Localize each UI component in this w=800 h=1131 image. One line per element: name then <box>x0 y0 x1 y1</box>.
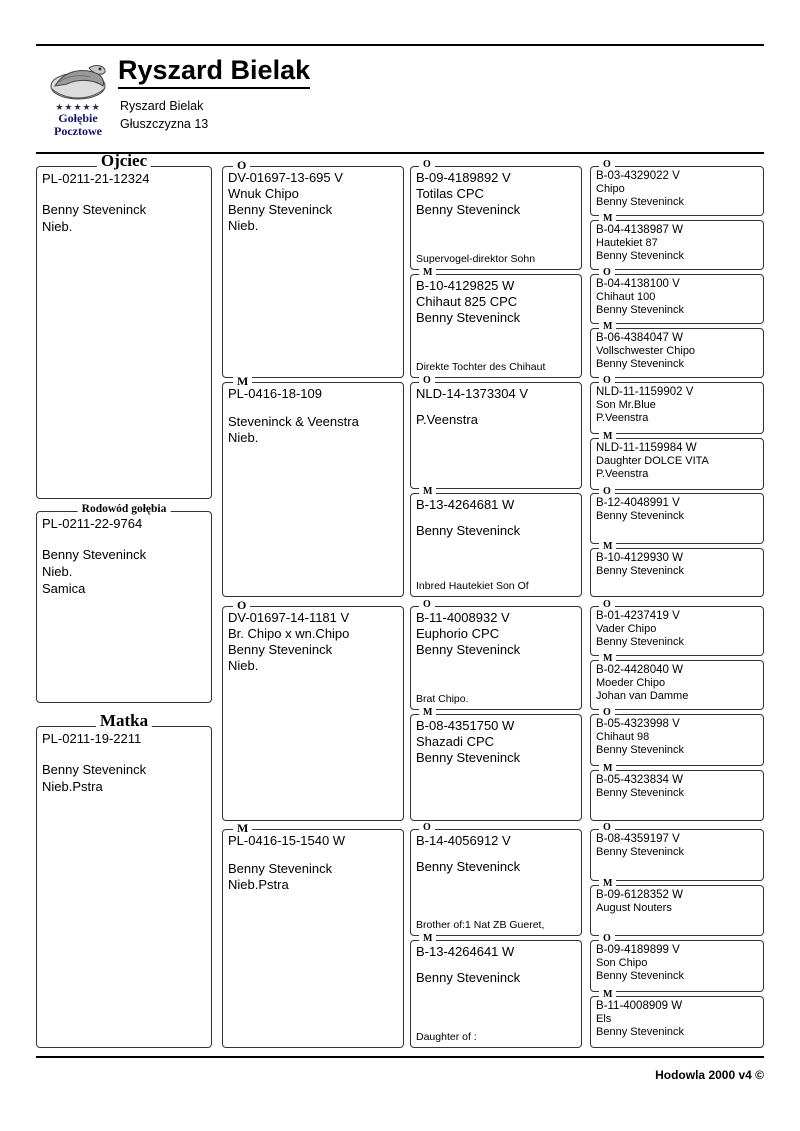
breeder: Benny Steveninck <box>416 859 521 874</box>
breeder: Benny Steveninck <box>42 762 147 777</box>
pedigree-box-gen4-7[interactable] <box>590 486 764 544</box>
pigeon-name: Br. Chipo x wn.Chipo <box>228 626 350 641</box>
pedigree-box-gen4-10[interactable] <box>590 653 764 710</box>
ring-number: PL-0211-19-2211 <box>42 731 142 746</box>
ring-number: B-04-4138100 V <box>596 278 680 290</box>
logo-stars: ★★★★★ <box>55 102 101 112</box>
pedigree-box-subject[interactable] <box>36 503 212 703</box>
sex-symbol-cock: O <box>599 707 615 719</box>
ring-number: B-09-4189899 V <box>596 944 680 956</box>
logo-line-1: Gołębie <box>58 111 98 125</box>
sex-symbol-cock: O <box>419 375 435 387</box>
ring-number: B-11-4008909 W <box>596 1000 683 1012</box>
breeder: Benny Steveninck <box>416 523 521 538</box>
pedigree-box-gen2-3[interactable] <box>222 598 404 821</box>
sex-symbol-hen: M <box>233 375 252 387</box>
pedigree-box-gen3-1[interactable] <box>410 159 582 270</box>
breeder: Benny Steveninck <box>596 636 685 648</box>
breeder: Benny Steveninck <box>416 970 521 985</box>
ring-number: B-11-4008932 V <box>416 610 510 625</box>
ring-number: PL-0211-21-12324 <box>42 171 150 186</box>
note: Inbred Hautekiet Son Of <box>416 580 529 592</box>
ring-number: DV-01697-13-695 V <box>228 170 343 185</box>
ring-number: B-09-6128352 W <box>596 889 683 901</box>
pedigree-box-gen4-12[interactable] <box>590 763 764 821</box>
sex-symbol-cock: O <box>599 375 615 387</box>
sex-symbol-cock: O <box>599 822 615 834</box>
ring-number: B-09-4189892 V <box>416 170 511 185</box>
breeder: Steveninck & Veenstra <box>228 414 359 429</box>
ring-number: PL-0211-22-9764 <box>42 516 143 531</box>
sex-symbol-cock: O <box>599 599 615 611</box>
ring-number: B-06-4384047 W <box>596 332 683 344</box>
sex-symbol-cock: O <box>419 599 435 611</box>
breeder: Benny Steveninck <box>42 547 147 562</box>
pedigree-box-gen4-13[interactable] <box>590 822 764 881</box>
color: Nieb.Pstra <box>42 779 103 794</box>
breeder: Benny Steveninck <box>596 304 685 316</box>
sex-symbol-hen: M <box>599 878 616 890</box>
logo-line-2: Pocztowe <box>54 124 102 138</box>
sex-symbol-hen: M <box>599 321 616 333</box>
sex-symbol-hen: M <box>233 822 252 834</box>
breeder: Benny Steveninck <box>596 250 685 262</box>
breeder: Johan van Damme <box>596 690 689 702</box>
note: Brother of:1 Nat ZB Gueret, <box>416 919 545 931</box>
ring-number: B-05-4323998 V <box>596 718 680 730</box>
box-caption-subject: Rodowód gołębia <box>78 503 171 515</box>
sex-label: Samica <box>42 581 86 596</box>
breeder: Benny Steveninck <box>596 744 685 756</box>
breeder: Benny Steveninck <box>416 750 521 765</box>
breeder: Benny Steveninck <box>416 310 521 325</box>
breeder: P.Veenstra <box>596 412 649 424</box>
owner-address: Głuszczyzna 13 <box>120 117 209 131</box>
breeder: Benny Steveninck <box>596 510 685 522</box>
breeder: Benny Steveninck <box>596 787 685 799</box>
sex-symbol-hen: M <box>599 653 616 665</box>
breeder: P.Veenstra <box>416 412 478 427</box>
ring-number: B-13-4264681 W <box>416 497 515 512</box>
pedigree-box-gen4-15[interactable] <box>590 933 764 992</box>
pedigree-box-gen4-6[interactable] <box>590 431 764 490</box>
pigeon-name: Hautekiet 87 <box>596 237 658 249</box>
sex-symbol-cock: O <box>233 599 250 611</box>
sex-symbol-hen: M <box>599 763 616 775</box>
sex-symbol-cock: O <box>419 159 435 171</box>
pigeon-name: Chihaut 98 <box>596 731 650 743</box>
ring-number: B-05-4323834 W <box>596 774 683 786</box>
sex-symbol-cock: O <box>599 486 615 498</box>
color: Nieb. <box>228 658 259 673</box>
pedigree-box-gen4-16[interactable] <box>590 989 764 1048</box>
breeder: August Nouters <box>596 902 672 914</box>
breeder: Benny Steveninck <box>596 358 685 370</box>
pigeon-name: Totilas CPC <box>416 186 484 201</box>
ring-number: B-04-4138987 W <box>596 224 683 236</box>
sex-symbol-cock: O <box>599 933 615 945</box>
sex-symbol-cock: O <box>419 822 435 834</box>
ring-number: B-03-4329022 V <box>596 170 680 182</box>
ring-number: DV-01697-14-1181 V <box>228 610 350 625</box>
ring-number: PL-0416-15-1540 W <box>228 833 346 848</box>
ring-number: B-01-4237419 V <box>596 610 680 622</box>
owner-name: Ryszard Bielak <box>120 99 204 113</box>
pedigree-box-gen4-11[interactable] <box>590 707 764 766</box>
breeder: P.Veenstra <box>596 468 649 480</box>
ring-number: B-10-4129825 W <box>416 278 515 293</box>
ring-number: B-12-4048991 V <box>596 497 680 509</box>
breeder: Benny Steveninck <box>596 565 685 577</box>
pigeon-name: Son Mr.Blue <box>596 399 656 411</box>
pedigree-box-gen2-4[interactable] <box>222 821 404 1048</box>
ring-number: PL-0416-18-109 <box>228 386 322 401</box>
footer-credit: Hodowla 2000 v4 © <box>655 1068 764 1082</box>
pigeon-name: Son Chipo <box>596 957 648 969</box>
pedigree-box-gen3-8[interactable] <box>410 933 582 1048</box>
breeder: Benny Steveninck <box>416 202 521 217</box>
breeder: Benny Steveninck <box>42 202 147 217</box>
pedigree-box-gen4-5[interactable] <box>590 375 764 434</box>
note: Supervogel-direktor Sohn <box>416 253 536 265</box>
pedigree-chart <box>36 152 764 1058</box>
pigeon-name: Daughter DOLCE VITA <box>596 455 709 467</box>
sex-symbol-hen: M <box>419 267 436 279</box>
sex-symbol-hen: M <box>599 989 616 1001</box>
breeder: Benny Steveninck <box>596 970 685 982</box>
pedigree-box-mother[interactable] <box>36 711 212 1048</box>
pigeon-name: Chipo <box>596 183 625 195</box>
note: Direkte Tochter des Chihaut <box>416 361 546 373</box>
pigeon-name: Vader Chipo <box>596 623 657 635</box>
breeder: Benny Steveninck <box>228 861 333 876</box>
sex-symbol-hen: M <box>599 213 616 225</box>
pedigree-box-gen4-9[interactable] <box>590 599 764 656</box>
pigeon-name: Moeder Chipo <box>596 677 666 689</box>
pedigree-box-gen3-5[interactable] <box>410 599 582 710</box>
pigeon-name: Euphorio CPC <box>416 626 500 641</box>
pedigree-box-gen4-8[interactable] <box>590 541 764 597</box>
pedigree-box-gen2-1[interactable] <box>222 158 404 378</box>
pigeon-name: Chihaut 825 CPC <box>416 294 518 309</box>
breeder: Benny Steveninck <box>596 1026 685 1038</box>
pedigree-box-gen2-2[interactable] <box>222 374 404 597</box>
sex-symbol-cock: O <box>599 159 615 171</box>
pigeon-name: Els <box>596 1013 612 1025</box>
pedigree-box-gen3-7[interactable] <box>410 822 582 936</box>
breeder: Benny Steveninck <box>596 196 685 208</box>
pigeon-name: Chihaut 100 <box>596 291 656 303</box>
sex-symbol-cock: O <box>599 267 615 279</box>
ring-number: NLD-11-1159902 V <box>596 386 694 398</box>
pedigree-box-father[interactable] <box>36 151 212 499</box>
color: Nieb.Pstra <box>228 877 289 892</box>
pigeon-name: Shazadi CPC <box>416 734 495 749</box>
ring-number: B-13-4264641 W <box>416 944 515 959</box>
pigeon-logo-icon <box>45 56 111 102</box>
note: Brat Chipo. <box>416 693 469 705</box>
pedigree-box-gen3-6[interactable] <box>410 707 582 821</box>
color: Nieb. <box>228 218 259 233</box>
pedigree-box-gen4-1[interactable] <box>590 159 764 216</box>
pedigree-box-gen3-2[interactable] <box>410 267 582 378</box>
note: Daughter of : <box>416 1031 477 1043</box>
sex-symbol-hen: M <box>599 541 616 553</box>
breeder: Benny Steveninck <box>596 846 685 858</box>
logo <box>42 56 114 148</box>
pedigree-box-gen4-4[interactable] <box>590 321 764 378</box>
pigeon-name: Vollschwester Chipo <box>596 345 696 357</box>
breeder: Benny Steveninck <box>228 642 333 657</box>
page-title: Ryszard Bielak <box>118 54 310 89</box>
pedigree-box-gen4-2[interactable] <box>590 213 764 270</box>
color: Nieb. <box>42 564 73 579</box>
box-caption-mother: Matka <box>96 715 152 727</box>
ring-number: B-02-4428040 W <box>596 664 683 676</box>
sex-symbol-hen: M <box>419 707 436 719</box>
color: Nieb. <box>42 219 73 234</box>
breeder: Benny Steveninck <box>228 202 333 217</box>
ring-number: NLD-11-1159984 W <box>596 442 697 454</box>
color: Nieb. <box>228 430 259 445</box>
ring-number: B-08-4359197 V <box>596 833 680 845</box>
sex-symbol-hen: M <box>419 933 436 945</box>
sex-symbol-cock: O <box>233 159 250 171</box>
ring-number: B-08-4351750 W <box>416 718 515 733</box>
ring-number: B-14-4056912 V <box>416 833 511 848</box>
pedigree-box-gen3-4[interactable] <box>410 486 582 597</box>
box-caption-father: Ojciec <box>97 155 151 167</box>
sex-symbol-hen: M <box>419 486 436 498</box>
pedigree-box-gen3-3[interactable] <box>410 375 582 489</box>
ring-number: NLD-14-1373304 V <box>416 386 529 401</box>
document-header <box>36 44 764 152</box>
pedigree-box-gen4-3[interactable] <box>590 267 764 324</box>
pedigree-box-gen4-14[interactable] <box>590 878 764 936</box>
pigeon-name: Wnuk Chipo <box>228 186 299 201</box>
breeder: Benny Steveninck <box>416 642 521 657</box>
ring-number: B-10-4129930 W <box>596 552 683 564</box>
sex-symbol-hen: M <box>599 431 616 443</box>
